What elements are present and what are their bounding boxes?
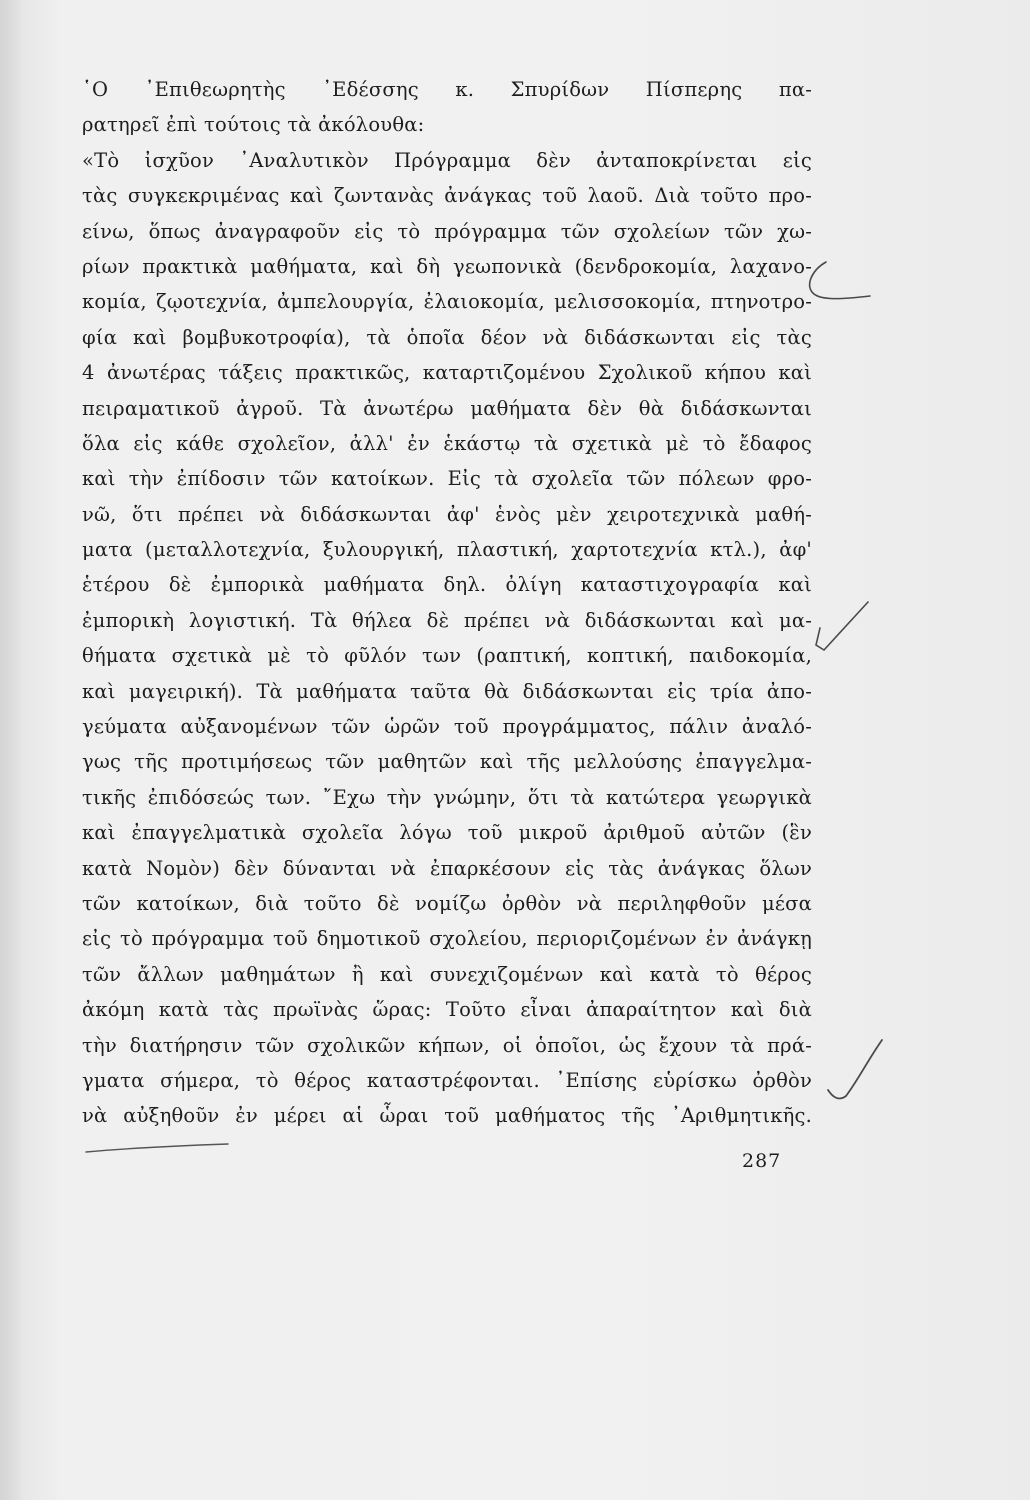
text-line: κατὰ Νομὸν) δὲν δύνανται νὰ ἐπαρκέσουν εἰς τὰς ἀνάγκας ὅλων — [82, 856, 812, 880]
text-line: τὰς συγκεκριμένας καὶ ζωντανὰς ἀνάγκας τοῦ λαοῦ. Διὰ τοῦτο προ- — [82, 184, 812, 208]
pencil-check-mark-upper — [810, 262, 870, 299]
text-line: ρίων πρακτικὰ μαθήματα, καὶ δὴ γεωπονικὰ (δενδροκομία, λαχανο- — [82, 254, 812, 278]
page-number: 287 — [742, 1150, 782, 1172]
text-line: τῶν ἄλλων μαθημάτων ἢ καὶ συνεχιζομένων καὶ κατὰ τὸ θέρος — [82, 962, 812, 986]
text-line: νῶ, ὅτι πρέπει νὰ διδάσκωνται ἀφ' ἑνὸς μὲν χειροτεχνικὰ μαθή- — [82, 502, 812, 526]
text-line: κομία, ζῳοτεχνία, ἀμπελουργία, ἐλαιοκομία, μελισσοκομία, πτηνοτρο- — [82, 290, 812, 314]
scan-shadow-edge — [0, 0, 24, 1500]
body-text — [82, 72, 812, 1134]
text-line: πειραματικοῦ ἀγροῦ. Τὰ ἀνωτέρω μαθήματα δὲν θὰ διδάσκωνται — [82, 396, 812, 420]
text-line: «Τὸ ἰσχῦον ᾿Αναλυτικὸν Πρόγραμμα δὲν ἀνταποκρίνεται εἰς — [82, 148, 812, 172]
text-line: γματα σήμερα, τὸ θέρος καταστρέφονται. ᾿Επίσης εὑρίσκω ὀρθὸν — [82, 1068, 812, 1092]
text-line: τῶν κατοίκων, διὰ τοῦτο δὲ νομίζω ὀρθὸν νὰ περιληφθοῦν μέσα — [82, 891, 812, 915]
text-line: τικῆς ἐπιδόσεώς των. ῎Εχω τὴν γνώμην, ὅτι τὰ κατώτερα γεωργικὰ — [82, 785, 812, 809]
text-line: είνω, ὅπως ἀναγραφοῦν εἰς τὸ πρόγραμμα τῶν σχολείων τῶν χω- — [82, 219, 812, 243]
text-line: καὶ τὴν ἐπίδοσιν τῶν κατοίκων. Εἰς τὰ σχολεῖα τῶν πόλεων φρο- — [82, 467, 812, 491]
text-line: ὅλα εἰς κάθε σχολεῖον, ἀλλ' ἐν ἑκάστῳ τὰ σχετικὰ μὲ τὸ ἔδαφος — [82, 431, 812, 455]
text-line: 4 ἀνωτέρας τάξεις πρακτικῶς, καταρτιζομένου Σχολικοῦ κήπου καὶ — [82, 361, 812, 385]
text-line: γως τῆς προτιμήσεως τῶν μαθητῶν καὶ τῆς μελλούσης ἐπαγγελμα- — [82, 750, 812, 774]
text-line: θήματα σχετικὰ μὲ τὸ φῦλόν των (ραπτική, κοπτική, παιδοκομία, — [82, 644, 812, 668]
text-line: ῾Ο ᾿Επιθεωρητὴς ᾿Εδέσσης κ. Σπυρίδων Πίσπερης πα- — [82, 78, 812, 101]
text-line: φία καὶ βομβυκοτροφία), τὰ ὁποῖα δέον νὰ διδάσκωνται εἰς τὰς — [82, 325, 812, 349]
text-line: ἑτέρου δὲ ἐμπορικὰ μαθήματα δηλ. ὀλίγη καταστιχογραφία καὶ — [82, 573, 812, 597]
text-line: ἀκόμη κατὰ τὰς πρωϊνὰς ὥρας: Τοῦτο εἶναι ἀπαραίτητον καὶ διὰ — [82, 998, 812, 1022]
pencil-underline — [86, 1144, 228, 1152]
text-line: ἐμπορικὴ λογιστική. Τὰ θήλεα δὲ πρέπει νὰ διδάσκωνται καὶ μα- — [82, 608, 812, 632]
text-line: τὴν διατήρησιν τῶν σχολικῶν κήπων, οἱ ὁποῖοι, ὡς ἔχουν τὰ πρά- — [82, 1033, 812, 1057]
text-line: καὶ ἐπαγγελματικὰ σχολεῖα λόγω τοῦ μικροῦ ἀριθμοῦ αὐτῶν (ἓν — [82, 821, 812, 845]
pencil-check-mark-middle — [816, 602, 868, 650]
text-line: καὶ μαγειρική). Τὰ μαθήματα ταῦτα θὰ διδάσκωνται εἰς τρία ἀπο- — [82, 679, 812, 703]
text-line: νὰ αὐξηθοῦν ἐν μέρει αἱ ὧραι τοῦ μαθήματος τῆς ᾿Αριθμητικῆς. — [82, 1104, 812, 1128]
pencil-check-mark-lower — [828, 1040, 882, 1098]
text-line: ματα (μεταλλοτεχνία, ξυλουργική, πλαστική, χαρτοτεχνία κτλ.), ἀφ' — [82, 538, 812, 562]
text-line: ρατηρεῖ ἐπὶ τούτοις τὰ ἀκόλουθα: — [82, 113, 425, 137]
text-line: γεύματα αὐξανομένων τῶν ὡρῶν τοῦ προγράμματος, πάλιν ἀναλό- — [82, 715, 812, 739]
text-line: εἰς τὸ πρόγραμμα τοῦ δημοτικοῦ σχολείου, περιοριζομένων ἐν ἀνάγκῃ — [82, 927, 812, 951]
